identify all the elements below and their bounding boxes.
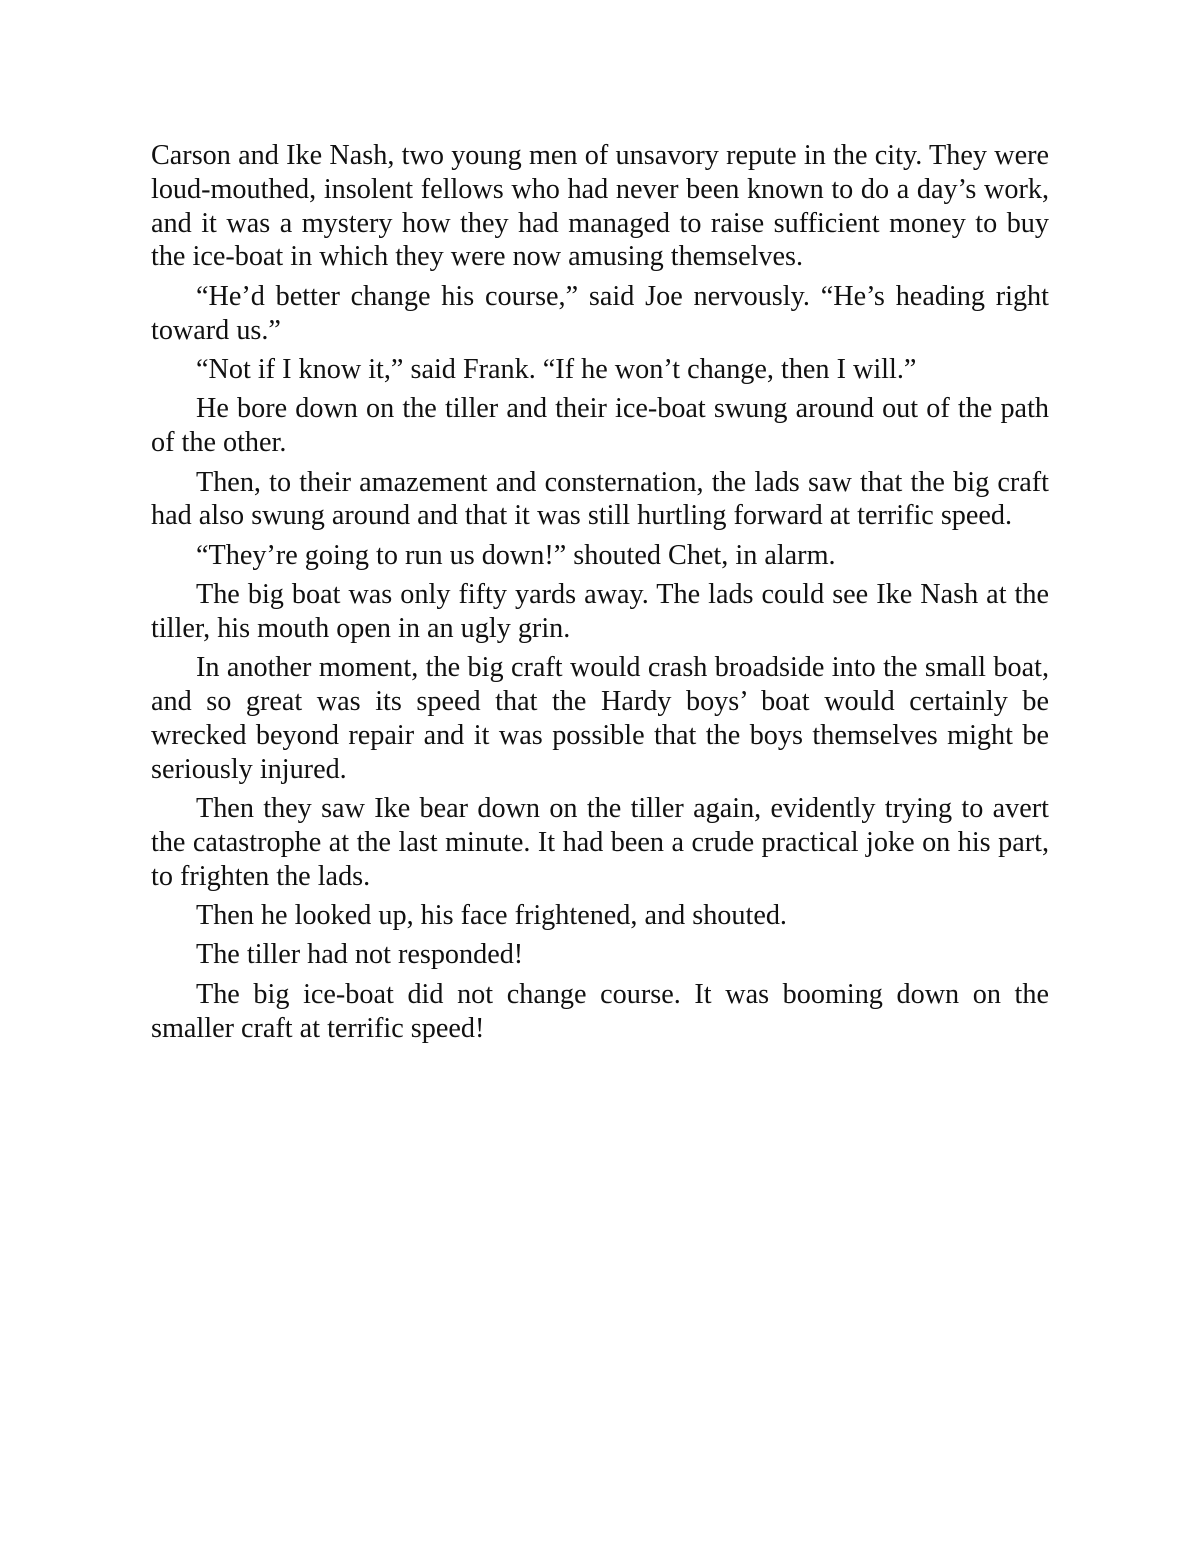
paragraph: “Not if I know it,” said Frank. “If he won’t change, then I will.” xyxy=(196,353,917,385)
paragraph: The tiller had not responded! xyxy=(196,939,524,971)
paragraph: In another moment, the big craft would crash broadside into the small boat, and so great was its speed that the Hardy boys’ boat would certainly be wrecked beyond repair and it was possible that the boys themselves might be seriously injured. xyxy=(151,652,1049,785)
paragraph: Then he looked up, his face frightened, and shouted. xyxy=(196,900,787,932)
document-page xyxy=(151,139,1049,1051)
paragraph: The big ice-boat did not change course. It was booming down on the smaller craft at terrific speed! xyxy=(151,978,1049,1044)
paragraph: “They’re going to run us down!” shouted Chet, in alarm. xyxy=(196,539,836,571)
paragraph: The big boat was only fifty yards away. The lads could see Ike Nash at the tiller, his mouth open in an ugly grin. xyxy=(151,579,1049,644)
paragraph: He bore down on the tiller and their ice-boat swung around out of the path of the other. xyxy=(151,393,1049,459)
paragraph: Carson and Ike Nash, two young men of unsavory repute in the city. They were loud-mouthed, insolent fellows who had never been known to do a day’s work, and it was a mystery how they had managed to raise sufficient money to buy the ice-boat in which they were now amusing themselves. xyxy=(151,140,1049,273)
paragraph: Then, to their amazement and consternation, the lads saw that the big craft had also swung around and that it was still hurtling forward at terrific speed. xyxy=(151,466,1049,532)
paragraph: “He’d better change his course,” said Joe nervously. “He’s heading right toward us.” xyxy=(151,280,1049,346)
paragraph: Then they saw Ike bear down on the tiller again, evidently trying to avert the catastrophe at the last minute. It had been a crude practical joke on his part, to frighten the lads. xyxy=(151,793,1049,892)
